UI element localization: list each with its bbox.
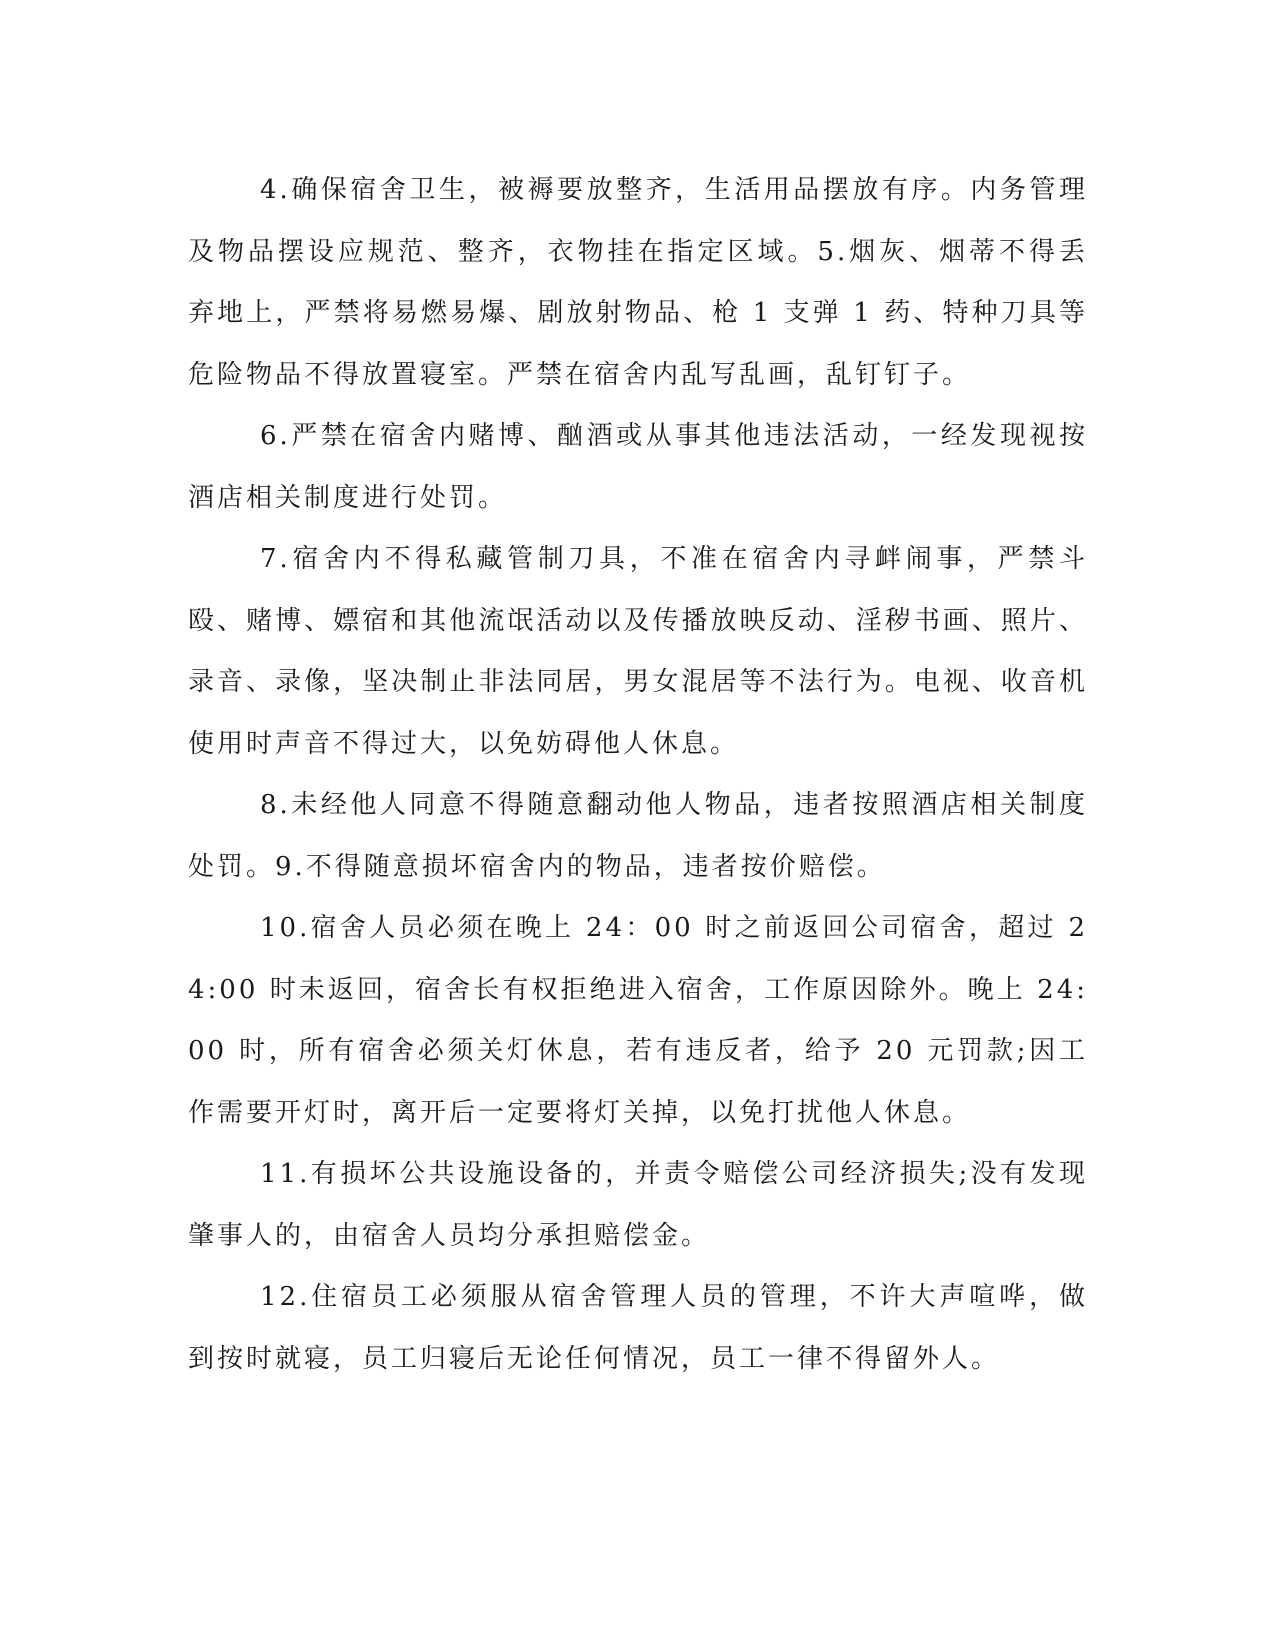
document-body (188, 160, 1088, 1390)
paragraph-rule-4-5: 4.确保宿舍卫生，被褥要放整齐，生活用品摆放有序。内务管理及物品摆设应规范、整齐，衣物挂在指定区域。5.烟灰、烟蒂不得丢弃地上，严禁将易燃易爆、剧放射物品、枪 1 支弹 1 药、特种刀具等危险物品不得放置寝室。严禁在宿舍内乱写乱画，乱钉钉子。 (188, 175, 1088, 390)
paragraph-rule-11: 11.有损坏公共设施设备的，并责令赔偿公司经济损失;没有发现肇事人的，由宿舍人员均分承担赔偿金。 (188, 1159, 1088, 1251)
paragraph-rule-12: 12.住宿员工必须服从宿舍管理人员的管理，不许大声喧哗，做到按时就寝，员工归寝后无论任何情况，员工一律不得留外人。 (188, 1282, 1088, 1374)
paragraph-rule-6: 6.严禁在宿舍内赌博、酗酒或从事其他违法活动，一经发现视按酒店相关制度进行处罚。 (188, 421, 1088, 513)
paragraph-rule-7: 7.宿舍内不得私藏管制刀具，不准在宿舍内寻衅闹事，严禁斗殴、赌博、嫖宿和其他流氓活动以及传播放映反动、淫秽书画、照片、录音、录像，坚决制止非法同居，男女混居等不法行为。电视、收音机使用时声音不得过大，以免妨碍他人休息。 (188, 544, 1088, 759)
paragraph-rule-8-9: 8.未经他人同意不得随意翻动他人物品，违者按照酒店相关制度处罚。9.不得随意损坏宿舍内的物品，违者按价赔偿。 (188, 790, 1088, 882)
paragraph-rule-10: 10.宿舍人员必须在晚上 24：00 时之前返回公司宿舍，超过 24:00 时未返回，宿舍长有权拒绝进入宿舍，工作原因除外。晚上 24:00 时，所有宿舍必须关灯休息，若有违反者，给予 20 元罚款;因工作需要开灯时，离开后一定要将灯关掉，以免打扰他人休息。 (188, 913, 1088, 1128)
